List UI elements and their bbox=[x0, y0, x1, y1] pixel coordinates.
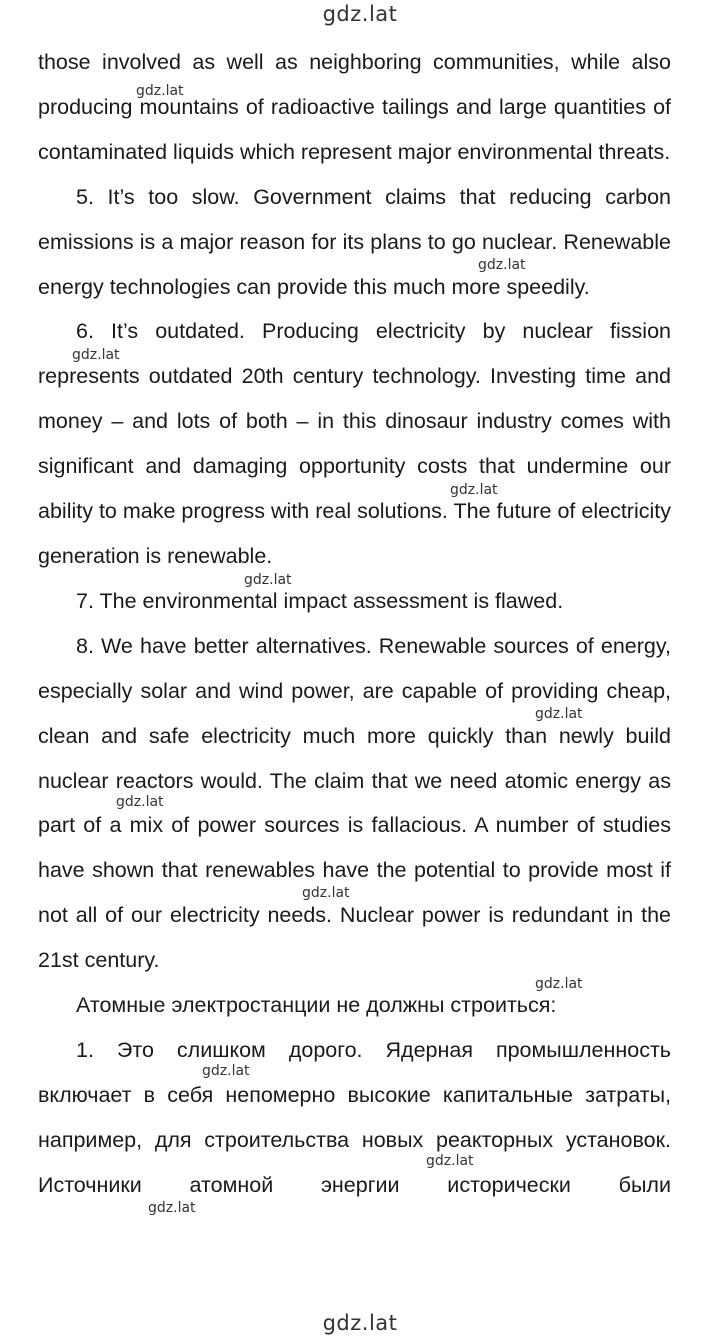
paragraph-point-6: 6. It’s outdated. Producing electricity by nuclear fission represents outdated 20th century technology. Investing time and money – and lots of both – in this dinosaur industry comes with significant and damaging opportunity costs that undermine our ability to make progress with real solutions. The future of electricity generation is renewable. bbox=[38, 319, 671, 568]
watermark: gdz.lat bbox=[116, 794, 164, 810]
watermark: gdz.lat bbox=[535, 976, 583, 992]
paragraph-point-5: 5. It’s too slow. Government claims that reducing carbon emissions is a major reason for its plans to go nuclear. Renewable energy technologies can provide this much more speedily. bbox=[38, 184, 671, 299]
watermark: gdz.lat bbox=[302, 885, 350, 901]
paragraph-russian-point-1: 1. Это слишком дорого. Ядерная промышленность включает в себя непомерно высокие капитальные затраты, например, для строительства новых реакторных установок. Источники атомной энергии исторически были bbox=[38, 1037, 671, 1197]
watermark: gdz.lat bbox=[72, 347, 120, 363]
site-header: gdz.lat bbox=[322, 2, 398, 26]
watermark: gdz.lat bbox=[478, 257, 526, 273]
watermark: gdz.lat bbox=[244, 572, 292, 588]
watermark: gdz.lat bbox=[450, 482, 498, 498]
paragraph-russian-heading: Атомные электростанции не должны строиться: bbox=[76, 993, 557, 1018]
paragraph-point-8: 8. We have better alternatives. Renewable sources of energy, especially solar and wind power, are capable of providing cheap, clean and safe electricity much more quickly than newly build nuclear reactors would. The claim that we need atomic energy as part of a mix of power sources is fallacious. A number of studies have shown that renewables have the potential to provide most if not all of our electricity needs. Nuclear power is redundant in the 21st century. bbox=[38, 633, 671, 973]
watermark: gdz.lat bbox=[535, 706, 583, 722]
watermark: gdz.lat bbox=[136, 83, 184, 99]
watermark: gdz.lat bbox=[426, 1153, 474, 1169]
site-footer: gdz.lat bbox=[322, 1311, 398, 1335]
document-text bbox=[38, 40, 671, 1208]
paragraph-continuation: those involved as well as neighboring communities, while also producing mountains of radioactive tailings and large quantities of contaminated liquids which represent major environmental threats. bbox=[38, 50, 671, 164]
watermark: gdz.lat bbox=[148, 1200, 196, 1216]
paragraph-point-7: 7. The environmental impact assessment is flawed. bbox=[76, 588, 564, 613]
watermark: gdz.lat bbox=[202, 1063, 250, 1079]
